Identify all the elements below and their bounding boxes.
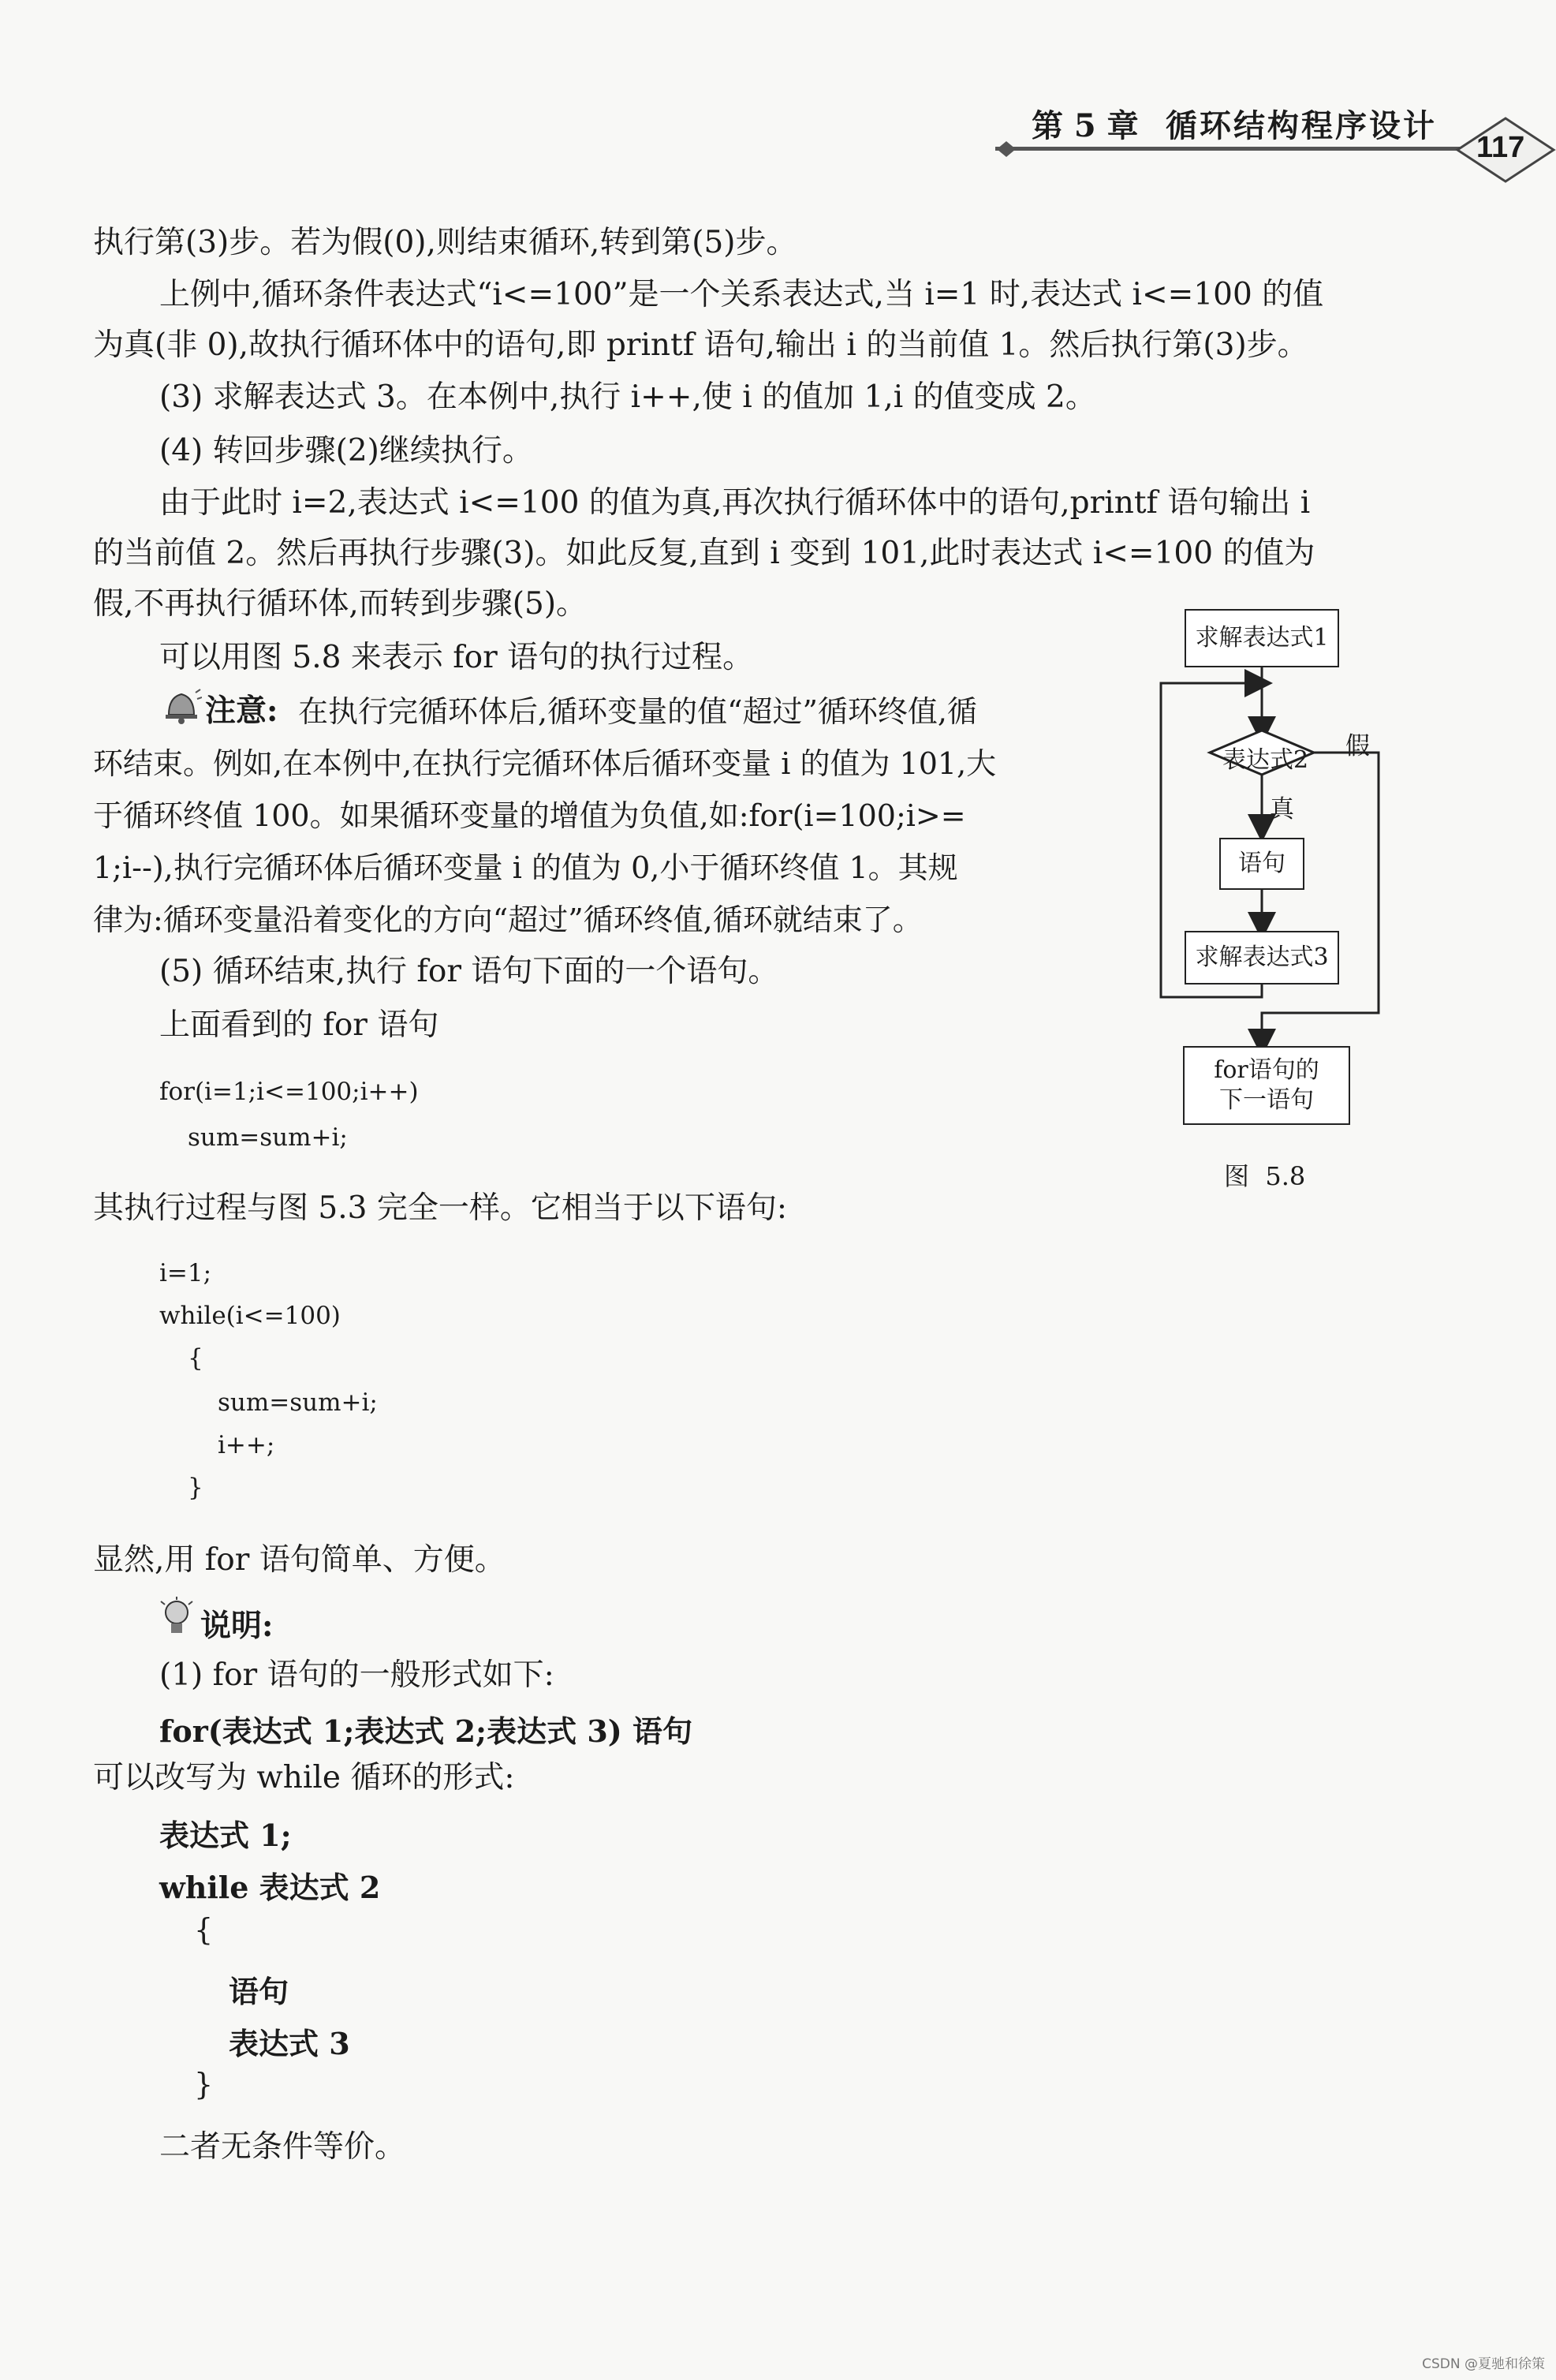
code-line: {: [188, 1344, 203, 1373]
form-line: 表达式 1;: [159, 1818, 292, 1853]
header-rule-ornament: [995, 139, 1022, 159]
false-label: 假: [1345, 732, 1370, 760]
note-text: 在执行完循环体后,循环变量的值“超过”循环终值,循: [298, 694, 978, 729]
paragraph: (4) 转回步骤(2)继续执行。: [159, 433, 533, 469]
note-label: 注意:: [205, 693, 278, 729]
code-line: i=1;: [159, 1259, 212, 1287]
form-line: }: [194, 2067, 214, 2102]
next-statement-box: [1183, 1046, 1350, 1125]
paragraph: 为真(非 0),故执行循环体中的语句,即 printf 语句,输出 i 的当前值 1。然后执行第(3)步。: [93, 327, 1308, 363]
form-line: {: [194, 1912, 214, 1947]
explain-label: 说明:: [200, 1608, 274, 1644]
code-line: while(i<=100): [159, 1302, 341, 1330]
paragraph: (1) for 语句的一般形式如下:: [159, 1657, 554, 1693]
paragraph: 可以用图 5.8 来表示 for 语句的执行过程。: [159, 640, 754, 675]
next-statement-line: for语句的: [1214, 1056, 1319, 1084]
update-box: 求解表达式3: [1185, 931, 1339, 985]
paragraph: 其执行过程与图 5.3 完全一样。它相当于以下语句:: [93, 1190, 787, 1226]
note-text: 于循环终值 100。如果循环变量的增值为负值,如:for(i=100;i>=: [93, 798, 966, 833]
form-line: while 表达式 2: [159, 1870, 381, 1905]
paragraph: 二者无条件等价。: [159, 2129, 406, 2165]
next-statement-line: 下一语句: [1219, 1086, 1314, 1114]
true-label: 真: [1270, 795, 1294, 824]
page-number-badge: [1453, 115, 1556, 185]
note-text: 环结束。例如,在本例中,在执行完循环体后循环变量 i 的值为 101,大: [93, 746, 997, 781]
paragraph: 的当前值 2。然后再执行步骤(3)。如此反复,直到 i 变到 101,此时表达式 i<=100 的值为: [93, 536, 1315, 571]
page-number: 117: [1476, 131, 1525, 164]
paragraph: 显然,用 for 语句简单、方便。: [93, 1542, 506, 1578]
paragraph: 可以改写为 while 循环的形式:: [93, 1760, 515, 1795]
bell-icon: [161, 686, 202, 724]
paragraph: (3) 求解表达式 3。在本例中,执行 i++,使 i 的值加 1,i 的值变成 2。: [159, 379, 1096, 415]
code-line: sum=sum+i;: [188, 1123, 348, 1152]
header-rule: [995, 147, 1465, 151]
chapter-label: 第 5 章: [1032, 107, 1139, 144]
note-text: 律为:循环变量沿着变化的方向“超过”循环终值,循环就结束了。: [93, 902, 923, 937]
paragraph: 上面看到的 for 语句: [159, 1007, 439, 1043]
chapter-title: 循环结构程序设计: [1166, 107, 1437, 144]
code-line: i++;: [218, 1431, 275, 1459]
figure-caption: 图 5.8: [1224, 1161, 1306, 1191]
paragraph: 假,不再执行循环体,而转到步骤(5)。: [93, 586, 588, 622]
code-line: for(i=1;i<=100;i++): [159, 1078, 419, 1106]
watermark: CSDN @夏驰和徐策: [1422, 2356, 1545, 2372]
form-line: 语句: [229, 1974, 289, 2009]
code-line: }: [188, 1474, 203, 1502]
paragraph: 执行第(3)步。若为假(0),则结束循环,转到第(5)步。: [93, 225, 797, 260]
condition-label: 表达式2: [1222, 746, 1309, 774]
statement-box: 语句: [1219, 838, 1304, 890]
note-text: 1;i--),执行完循环体后循环变量 i 的值为 0,小于循环终值 1。其规: [93, 850, 958, 885]
for-general-form: for(表达式 1;表达式 2;表达式 3) 语句: [159, 1713, 692, 1749]
code-line: sum=sum+i;: [218, 1388, 378, 1417]
form-line: 表达式 3: [229, 2026, 350, 2061]
paragraph: 由于此时 i=2,表达式 i<=100 的值为真,再次执行循环体中的语句,printf 语句输出 i: [159, 485, 1311, 521]
paragraph: 上例中,循环条件表达式“i<=100”是一个关系表达式,当 i=1 时,表达式 i<=100 的值: [159, 277, 1324, 312]
lightbulb-icon: [158, 1597, 196, 1639]
paragraph: (5) 循环结束,执行 for 语句下面的一个语句。: [159, 954, 779, 989]
init-box: 求解表达式1: [1185, 609, 1339, 667]
